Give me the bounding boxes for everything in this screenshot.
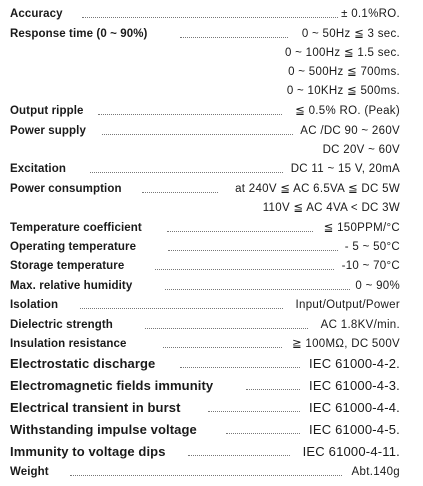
spec-label: Excitation	[10, 163, 66, 175]
spec-value: IEC 61000-4-11.	[302, 444, 400, 459]
spec-row-response-time	[10, 25, 400, 43]
leader-dots	[167, 231, 313, 232]
leader-dots	[102, 134, 293, 135]
spec-row-weight	[10, 463, 400, 481]
spec-value-continued: 0 ~ 500Hz ≦ 700ms.	[288, 66, 400, 78]
spec-label: Storage temperature	[10, 260, 125, 272]
spec-value: ≦ 0.5% RO. (Peak)	[295, 105, 400, 117]
leader-dots	[188, 455, 290, 456]
spec-label: Accuracy	[10, 8, 63, 20]
leader-dots	[70, 475, 342, 476]
spec-row-power-supply	[10, 122, 400, 140]
spec-value: ± 0.1%RO.	[341, 8, 400, 20]
spec-label: Immunity to voltage dips	[10, 444, 166, 459]
spec-label: Operating temperature	[10, 241, 137, 253]
spec-value: ≧ 100MΩ, DC 500V	[291, 338, 400, 350]
spec-row-accuracy	[10, 5, 400, 23]
spec-value: Abt.140g	[351, 466, 400, 478]
leader-dots	[145, 328, 308, 329]
spec-value: - 5 ~ 50°C	[344, 241, 400, 253]
leader-dots	[98, 114, 282, 115]
leader-dots	[208, 411, 300, 412]
spec-row-immunity-to-voltage-dips	[10, 443, 400, 461]
spec-row-temperature-coefficient	[10, 219, 400, 237]
leader-dots	[226, 433, 300, 434]
spec-row-dielectric-strength	[10, 316, 400, 334]
spec-row-output-ripple	[10, 102, 400, 120]
leader-dots	[155, 269, 334, 270]
spec-value: DC 11 ~ 15 V, 20mA	[290, 163, 400, 175]
leader-dots	[90, 172, 283, 173]
leader-dots	[82, 17, 338, 18]
spec-value: ≦ 150PPM/°C	[323, 222, 400, 234]
spec-value: 0 ~ 90%	[355, 280, 400, 292]
spec-row-electrical-transient-in-burst	[10, 399, 400, 417]
leader-dots	[142, 192, 218, 193]
leader-dots	[180, 37, 288, 38]
spec-label: Electromagnetic fields immunity	[10, 378, 214, 393]
spec-value: AC /DC 90 ~ 260V	[300, 125, 400, 137]
spec-row-electrostatic-discharge	[10, 355, 400, 373]
spec-value-continued: 0 ~ 10KHz ≦ 500ms.	[286, 85, 400, 97]
spec-value: AC 1.8KV/min.	[320, 319, 400, 331]
leader-dots	[163, 347, 282, 348]
spec-row-operating-temperature	[10, 238, 400, 256]
spec-row-isolation	[10, 296, 400, 314]
leader-dots	[168, 250, 338, 251]
spec-value: -10 ~ 70°C	[341, 260, 400, 272]
spec-row-excitation	[10, 160, 400, 178]
spec-value-continued: 0 ~ 100Hz ≦ 1.5 sec.	[284, 47, 400, 59]
spec-value: IEC 61000-4-5.	[309, 422, 400, 437]
spec-label: Temperature coefficient	[10, 222, 142, 234]
spec-label: Max. relative humidity	[10, 280, 133, 292]
spec-value: IEC 61000-4-2.	[309, 356, 400, 371]
spec-label: Dielectric strength	[10, 319, 113, 331]
leader-dots	[165, 289, 350, 290]
spec-label: Insulation resistance	[10, 338, 127, 350]
spec-row-withstanding-impulse-voltage	[10, 421, 400, 439]
spec-row-insulation-resistance	[10, 335, 400, 353]
spec-label: Weight	[10, 466, 49, 478]
spec-row-electromagnetic-fields-immunity	[10, 377, 400, 395]
spec-label: Power consumption	[10, 183, 122, 195]
spec-value: IEC 61000-4-3.	[309, 378, 400, 393]
spec-value: IEC 61000-4-4.	[309, 400, 400, 415]
leader-dots	[80, 308, 283, 309]
spec-label: Response time (0 ~ 90%)	[10, 28, 148, 40]
spec-row-power-consumption	[10, 180, 400, 198]
spec-label: Output ripple	[10, 105, 84, 117]
spec-value: 0 ~ 50Hz ≦ 3 sec.	[301, 28, 400, 40]
leader-dots	[246, 389, 300, 390]
spec-value: Input/Output/Power	[295, 299, 400, 311]
spec-row-storage-temperature	[10, 257, 400, 275]
spec-label: Withstanding impulse voltage	[10, 422, 197, 437]
spec-value: at 240V ≦ AC 6.5VA ≦ DC 5W	[235, 183, 400, 195]
spec-row-max-relative-humidity	[10, 277, 400, 295]
spec-value-continued: DC 20V ~ 60V	[322, 144, 400, 156]
spec-label: Electrostatic discharge	[10, 356, 156, 371]
spec-label: Power supply	[10, 125, 86, 137]
leader-dots	[180, 367, 300, 368]
spec-value-continued: 110V ≦ AC 4VA < DC 3W	[262, 202, 400, 214]
spec-label: Isolation	[10, 299, 59, 311]
spec-label: Electrical transient in burst	[10, 400, 181, 415]
